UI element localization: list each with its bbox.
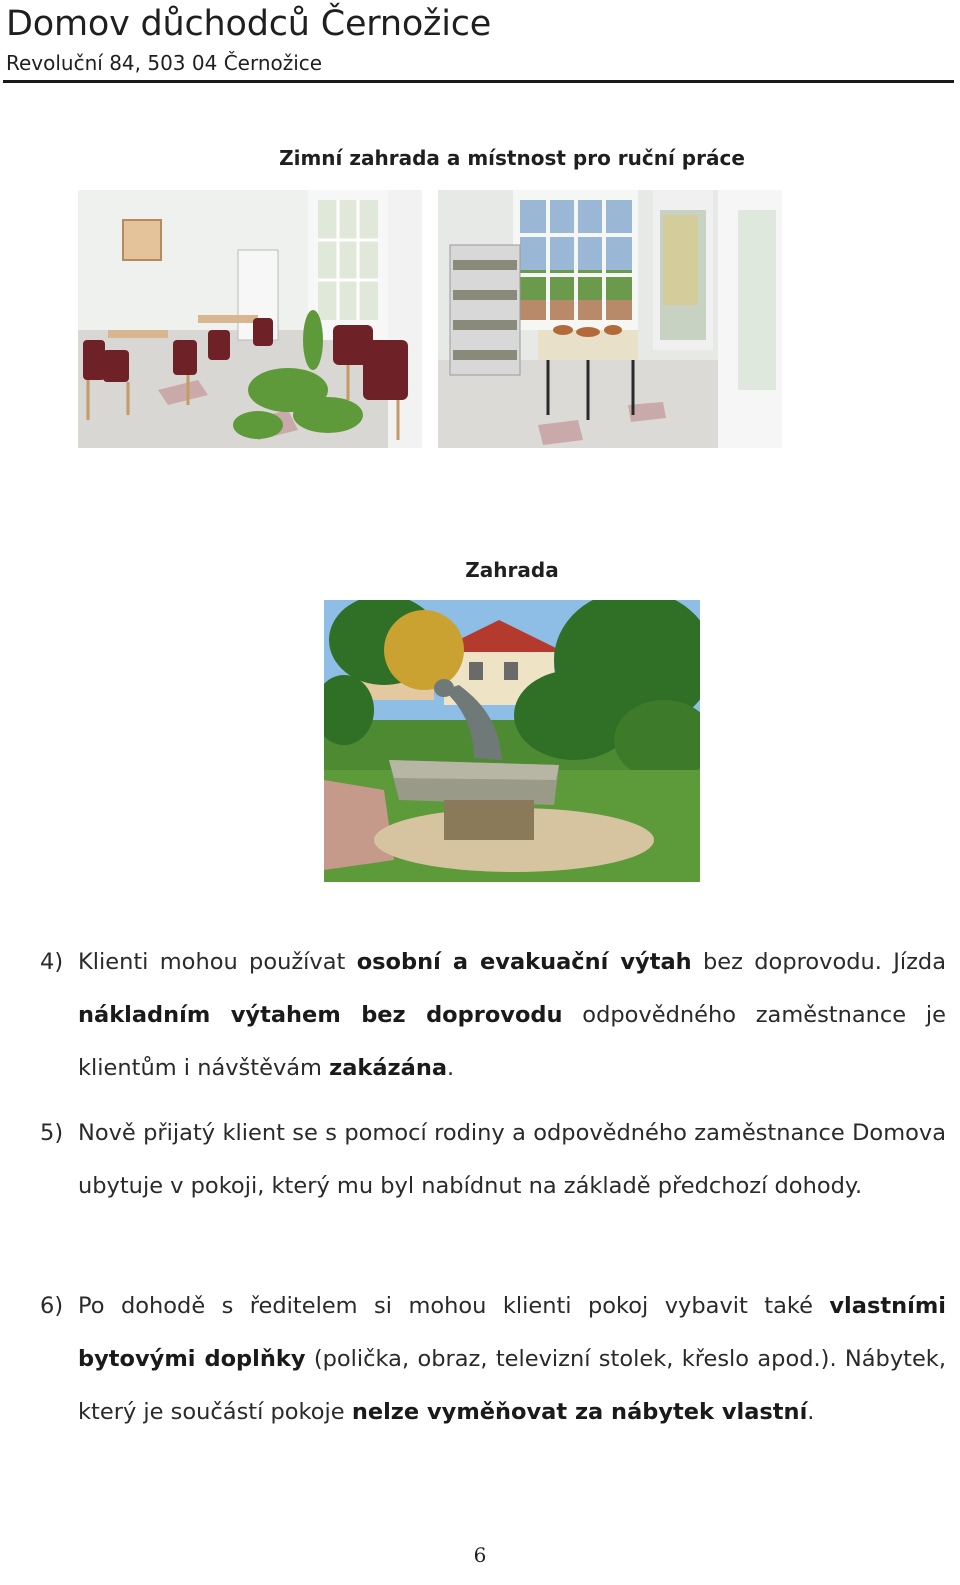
- list-item-text: Po dohodě s ředitelem si mohou klienti pokoj vybavit také vlastními bytovými doplňky (polička, obraz, televizní stolek, křeslo apod.). Nábytek, který je součástí pokoje nelze vyměňovat za nábytek vlastní.: [78, 1293, 946, 1425]
- document-title: Domov důchodců Černožice: [6, 4, 492, 44]
- list-item-number: 5): [40, 1120, 64, 1146]
- caption-garden: Zahrada: [465, 558, 559, 582]
- caption-winter-garden: Zimní zahrada a místnost pro ruční práce: [279, 146, 745, 170]
- list-item-text: Nově přijatý klient se s pomocí rodiny a odpovědného zaměstnance Domova ubytuje v pokoji, který mu byl nabídnut na základě předchozí dohody.: [78, 1120, 946, 1199]
- list-item: [40, 1280, 946, 1439]
- page-header: [6, 4, 954, 76]
- photo-winter-garden: [78, 190, 422, 448]
- list-item-number: 6): [40, 1293, 64, 1319]
- list-item-text: Klienti mohou používat osobní a evakuační výtah bez doprovodu. Jízda nákladním výtahem bez doprovodu odpovědného zaměstnance je klientům i návštěvám zakázána.: [78, 949, 947, 1081]
- header-divider: [3, 80, 954, 83]
- list-item-number: 4): [40, 949, 64, 975]
- list-item: [40, 936, 946, 1095]
- page-number: 6: [473, 1543, 487, 1567]
- document-address: Revoluční 84, 503 04 Černožice: [6, 51, 323, 75]
- photo-craft-room: [438, 190, 782, 448]
- list-item: [40, 1107, 946, 1213]
- photo-garden: [324, 600, 700, 882]
